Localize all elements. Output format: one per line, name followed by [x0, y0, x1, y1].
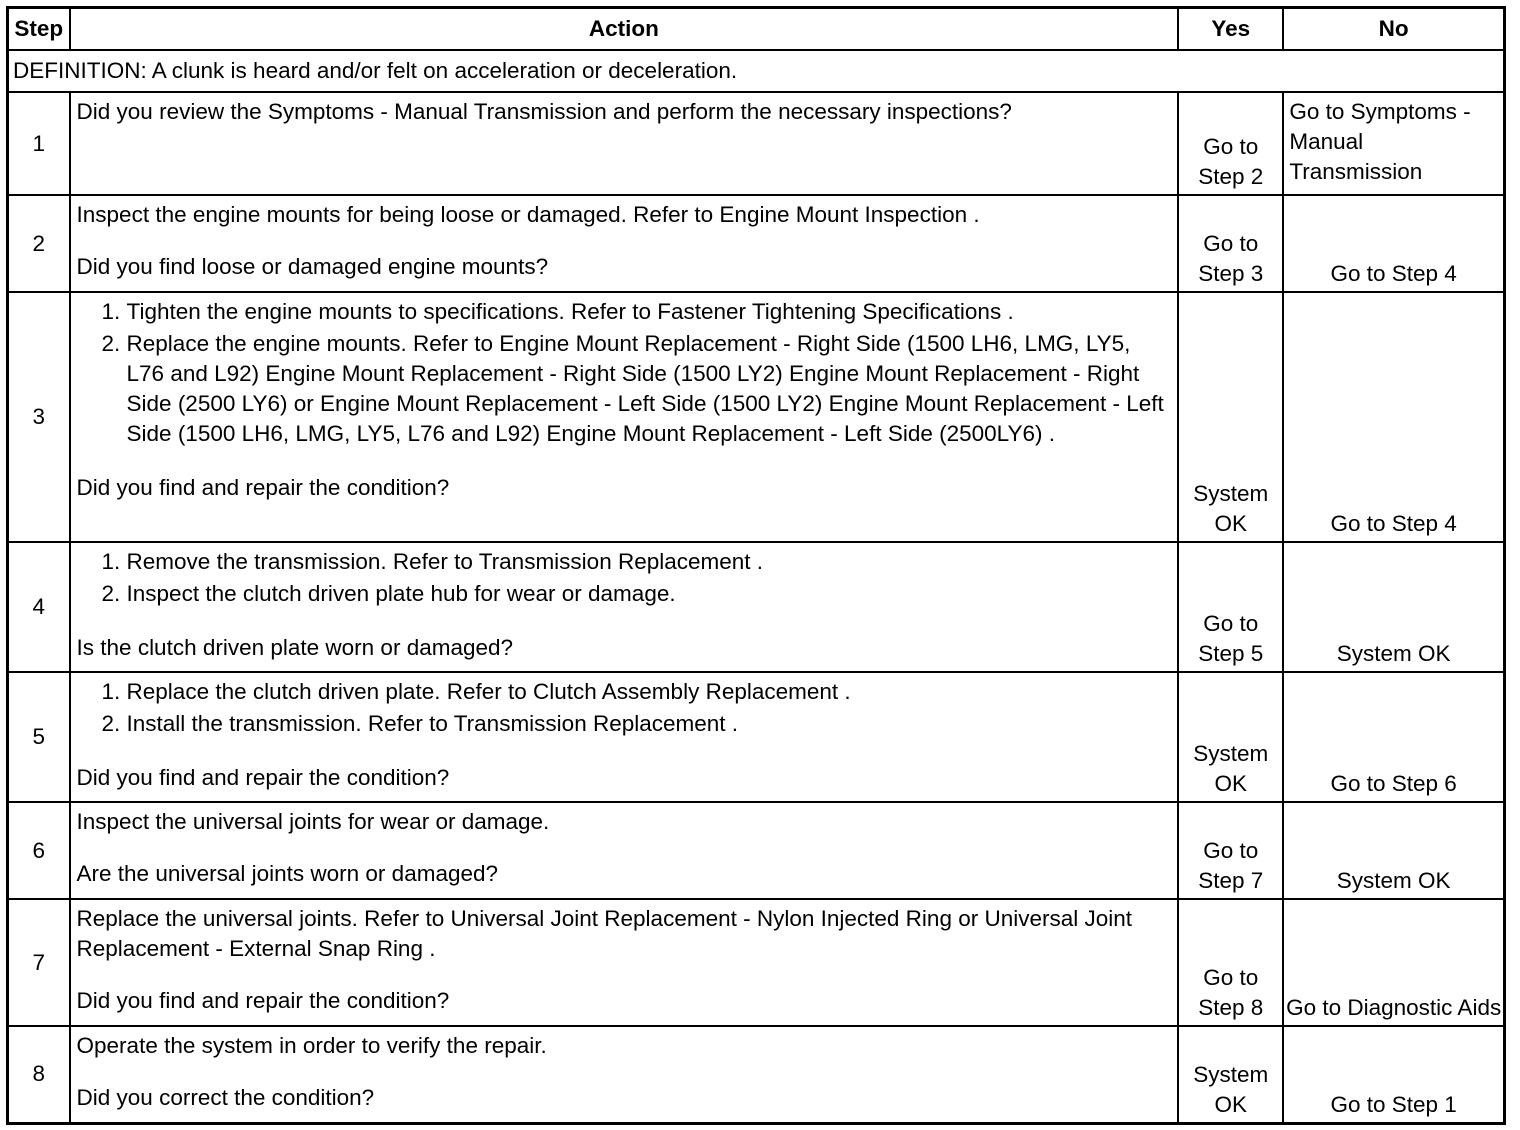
table-row	[8, 899, 1505, 1026]
yes-cell: Go to Step 8	[1178, 899, 1283, 1026]
no-cell: Go to Step 1	[1283, 1026, 1504, 1123]
action-intro: Inspect the engine mounts for being loose or damaged. Refer to Engine Mount Inspection .	[76, 202, 980, 227]
table-row	[8, 802, 1505, 899]
header-yes: Yes	[1178, 8, 1283, 51]
action-question: Did you find and repair the condition?	[76, 765, 450, 790]
yes-cell: Go to Step 7	[1178, 802, 1283, 899]
step-number: 2	[8, 195, 70, 292]
list-item: 2. Replace the engine mounts. Refer to Engine Mount Replacement - Right Side (1500 LH6, LMG, LY5, L76 and L92) Engine Mount Replacement - Right Side (1500 LY2) Engine Mount Replacement - Right Side (2500 LY6) or Engine Mount Replacement - Left Side (1500 LY2) Engine Mount Replacement - Left Side (1500 LH6, LMG, LY5, L76 and L92) Engine Mount Replacement - Left Side (2500LY6) .	[127, 329, 1172, 449]
table-row	[8, 92, 1505, 195]
header-no: No	[1283, 8, 1504, 51]
action-list	[77, 297, 1172, 449]
yes-cell: System OK	[1178, 1026, 1283, 1123]
table-row	[8, 1026, 1505, 1123]
list-item: 1. Tighten the engine mounts to specifications. Refer to Fastener Tightening Specifications .	[127, 297, 1172, 327]
action-cell	[70, 92, 1179, 195]
diagnostic-table-container	[6, 6, 1506, 1124]
action-question: Did you correct the condition?	[76, 1085, 375, 1110]
action-cell	[70, 292, 1179, 542]
list-item: 1. Remove the transmission. Refer to Transmission Replacement .	[127, 547, 1172, 577]
table-row	[8, 292, 1505, 542]
step-number: 3	[8, 292, 70, 542]
list-item: 2. Install the transmission. Refer to Transmission Replacement .	[127, 709, 1172, 739]
action-question: Is the clutch driven plate worn or damaged?	[76, 635, 514, 660]
no-cell: Go to Symptoms - Manual Transmission	[1283, 92, 1504, 195]
action-intro: Operate the system in order to verify the repair.	[76, 1033, 547, 1058]
diagnostic-table	[6, 6, 1506, 1125]
action-intro: Replace the universal joints. Refer to Universal Joint Replacement - Nylon Injected Ring or Universal Joint Replacement - External Snap Ring .	[76, 906, 1133, 961]
action-question: Did you find loose or damaged engine mounts?	[76, 254, 549, 279]
no-cell: System OK	[1283, 542, 1504, 672]
yes-cell: System OK	[1178, 672, 1283, 802]
step-number: 8	[8, 1026, 70, 1123]
no-cell: System OK	[1283, 802, 1504, 899]
table-row	[8, 195, 1505, 292]
step-number: 1	[8, 92, 70, 195]
action-question: Are the universal joints worn or damaged?	[76, 861, 499, 886]
action-cell	[70, 195, 1179, 292]
action-question: Did you find and repair the condition?	[76, 475, 450, 500]
step-number: 5	[8, 672, 70, 802]
definition-text: DEFINITION: A clunk is heard and/or felt on acceleration or deceleration.	[8, 50, 1505, 92]
no-cell: Go to Step 4	[1283, 292, 1504, 542]
table-row	[8, 672, 1505, 802]
action-list	[77, 677, 1172, 739]
header-action: Action	[70, 8, 1179, 51]
list-item: 1. Replace the clutch driven plate. Refer to Clutch Assembly Replacement .	[127, 677, 1172, 707]
action-question: Did you find and repair the condition?	[76, 988, 450, 1013]
yes-cell: Go to Step 5	[1178, 542, 1283, 672]
definition-row	[8, 50, 1505, 92]
action-intro: Inspect the universal joints for wear or damage.	[76, 809, 550, 834]
yes-cell: System OK	[1178, 292, 1283, 542]
no-cell: Go to Step 4	[1283, 195, 1504, 292]
action-cell	[70, 542, 1179, 672]
action-cell	[70, 1026, 1179, 1123]
yes-cell: Go to Step 3	[1178, 195, 1283, 292]
step-number: 4	[8, 542, 70, 672]
action-cell	[70, 802, 1179, 899]
no-cell: Go to Diagnostic Aids	[1283, 899, 1504, 1026]
yes-cell: Go to Step 2	[1178, 92, 1283, 195]
action-cell	[70, 899, 1179, 1026]
list-item: 2. Inspect the clutch driven plate hub for wear or damage.	[127, 579, 1172, 609]
action-cell	[70, 672, 1179, 802]
table-row	[8, 542, 1505, 672]
step-number: 6	[8, 802, 70, 899]
step-number: 7	[8, 899, 70, 1026]
no-cell: Go to Step 6	[1283, 672, 1504, 802]
header-row	[8, 8, 1505, 51]
action-list	[77, 547, 1172, 609]
action-question: Did you review the Symptoms - Manual Transmission and perform the necessary inspections?	[76, 99, 1012, 124]
header-step: Step	[8, 8, 70, 51]
